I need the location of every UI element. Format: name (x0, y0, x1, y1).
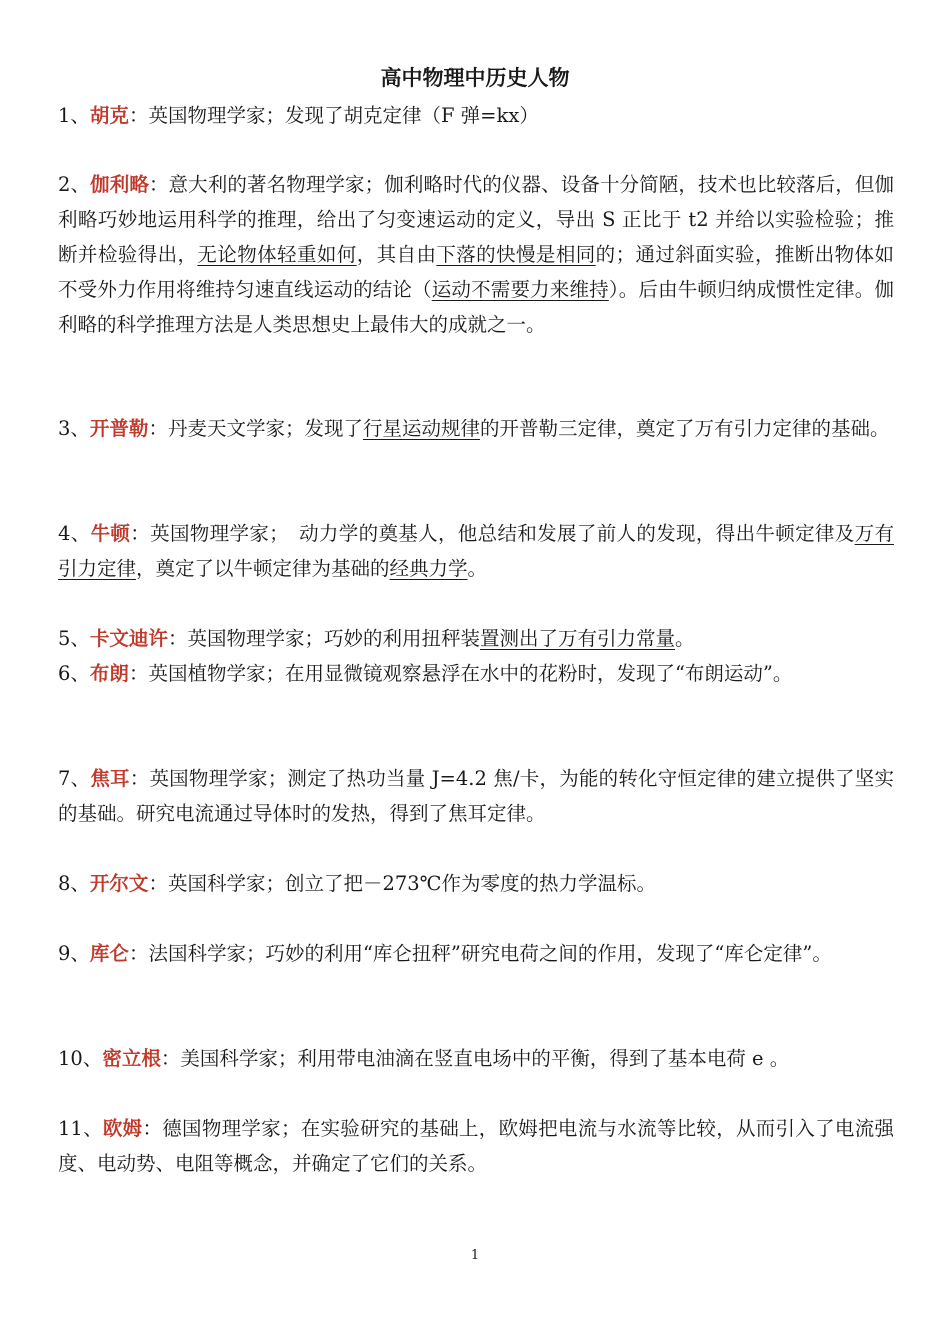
entry-item (58, 656, 894, 691)
entry-text: ：英国物理学家； 动力学的奠基人，他总结和发展了前人的发现，得出牛顿定律及 (130, 522, 855, 545)
entry-number: 2、 (58, 173, 91, 196)
entry-number: 5、 (58, 627, 90, 650)
entry-paragraph (58, 866, 894, 901)
entry-text: ：美国科学家；利用带电油滴在竖直电场中的平衡，得到了基本电荷 e 。 (160, 1047, 790, 1070)
entry-paragraph (58, 411, 894, 446)
entry-number: 1、 (58, 104, 90, 127)
entry-item (58, 1041, 894, 1076)
scientist-name: 焦耳 (90, 767, 130, 790)
entry-text: ：英国科学家；创立了把－273℃作为零度的热力学温标。 (148, 872, 656, 895)
page-title: 高中物理中历史人物 (380, 65, 570, 90)
entry-number: 4、 (58, 522, 91, 545)
entry-paragraph (58, 516, 894, 586)
entry-paragraph (58, 656, 894, 691)
entry-item (58, 1111, 894, 1181)
scientist-name: 库仑 (89, 942, 129, 965)
scientist-name: 密立根 (102, 1047, 161, 1070)
underlined-text: 无论物体轻重如何 (197, 243, 357, 266)
entry-text: ：英国植物学家；在用显微镜观察悬浮在水中的花粉时，发现了“布朗运动”。 (128, 662, 793, 685)
entry-number: 7、 (58, 767, 91, 790)
entry-text: ，其自由 (356, 243, 437, 266)
entry-paragraph (58, 167, 894, 342)
underlined-text: 运动不需要力来维持 (431, 278, 609, 301)
scientist-name: 开普勒 (89, 417, 149, 440)
entry-text: ：丹麦天文学家；发现了 (148, 417, 363, 440)
scientist-name: 胡克 (89, 104, 129, 127)
underlined-text: 万有引力定律 (58, 522, 894, 580)
entry-paragraph (58, 1111, 894, 1181)
scientist-name: 伽利略 (90, 173, 149, 196)
underlined-text: 经典力学 (389, 557, 468, 580)
entry-text: ：意大利的著名物理学家；伽利略时代的仪器、设备十分简陋，技术也比较落后，但伽利略巧妙地运用科学的推理，给出了匀变速运动的定义，导出 S 正比于 t2 并给以实验检验；推断并检验得出， (58, 173, 894, 266)
entry-paragraph (58, 1041, 894, 1076)
entry-paragraph (58, 98, 894, 133)
entry-number: 6、 (58, 662, 90, 685)
entry-number: 8、 (58, 872, 90, 895)
entry-text: 的开普勒三定律，奠定了万有引力定律的基础。 (479, 417, 890, 440)
entry-text: ：英国物理学家；测定了热功当量 J=4.2 焦/卡，为能的转化守恒定律的建立提供了坚实的基础。研究电流通过导体时的发热，得到了焦耳定律。 (58, 767, 894, 825)
entry-number: 3、 (58, 417, 90, 440)
entry-number: 11、 (58, 1117, 103, 1140)
entry-item (58, 866, 894, 901)
page-number: 1 (470, 1248, 480, 1263)
scientist-name: 欧姆 (102, 1117, 143, 1140)
entry-item (58, 936, 894, 971)
entry-paragraph (58, 621, 894, 656)
entry-text: ：英国物理学家；发现了胡克定律（F 弹=kx） (128, 104, 539, 127)
scientist-name: 卡文迪许 (89, 627, 168, 650)
entry-paragraph (58, 936, 894, 971)
scientist-name: 开尔文 (89, 872, 149, 895)
entry-item (58, 516, 894, 586)
entry-item (58, 167, 894, 342)
underlined-text: 置测出了万有引力常量 (479, 627, 675, 650)
entry-text: 的；通过斜面实验，推断出物体如不受外力作用将维持匀速直线运动的结论（ (58, 243, 894, 301)
entry-text: 。 (674, 627, 695, 650)
entry-number: 10、 (58, 1047, 103, 1070)
entry-text: ：德国物理学家；在实验研究的基础上，欧姆把电流与水流等比较，从而引入了电流强度、电动势、电阻等概念，并确定了它们的关系。 (58, 1117, 894, 1175)
entry-item (58, 411, 894, 446)
entry-text: ，奠定了以牛顿定律为基础的 (136, 557, 390, 580)
entry-text: ：法国科学家；巧妙的利用“库仑扭秤”研究电荷之间的作用，发现了“库仑定律”。 (128, 942, 832, 965)
entry-number: 9、 (58, 942, 90, 965)
entry-text: ）。后由牛顿归纳成惯性定律。伽利略的科学推理方法是人类思想史上最伟大的成就之一。 (58, 278, 894, 336)
scientist-name: 牛顿 (90, 522, 131, 545)
entry-item (58, 621, 894, 656)
underlined-text: 行星运动规律 (362, 417, 480, 440)
scientist-name: 布朗 (89, 662, 129, 685)
underlined-text: 下落的快慢是相同 (436, 243, 596, 266)
entry-paragraph (58, 761, 894, 831)
entry-text: ：英国物理学家；巧妙的利用扭秤装 (167, 627, 480, 650)
entry-item (58, 761, 894, 831)
entry-item (58, 98, 894, 133)
entry-text: 。 (467, 557, 488, 580)
